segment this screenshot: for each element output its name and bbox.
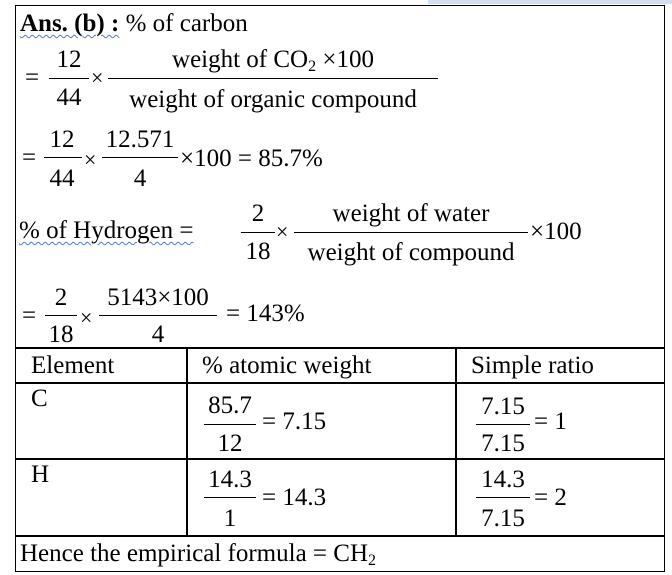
hydrogen-eq2-equals: = <box>22 302 37 329</box>
hydrogen-eq1-times: × <box>276 219 289 244</box>
hydrogen-eq1-den: 18 <box>245 238 271 265</box>
table-row-c-sr-den: 7.15 <box>481 430 525 457</box>
table-row-c-sr-result: = 1 <box>534 408 567 435</box>
carbon-eq1-den2: weight of organic compound <box>129 86 417 113</box>
table-row-c-aw-den: 12 <box>217 430 243 457</box>
table-row-c-element: C <box>31 385 48 412</box>
table-row-h-element: H <box>31 461 50 488</box>
table-row-c-sr-bar <box>476 424 530 425</box>
hydrogen-eq2-frac2-bar <box>99 315 217 316</box>
table-col-divider-1 <box>186 348 188 536</box>
carbon-eq1-den: 44 <box>56 84 82 111</box>
table-header-element: Element <box>31 352 115 379</box>
table-row-h-sr-result: = 2 <box>534 484 567 511</box>
hydrogen-eq1-den2: weight of compound <box>307 239 515 266</box>
carbon-eq2-num: 12 <box>49 126 75 153</box>
hydrogen-label: % of Hydrogen = <box>19 217 194 244</box>
table-row-divider <box>15 458 665 460</box>
hydrogen-eq2-den: 18 <box>48 321 74 348</box>
carbon-eq1-num: 12 <box>56 46 82 73</box>
table-row-h-sr-num: 14.3 <box>481 466 525 493</box>
hydrogen-eq2-result: = 143% <box>226 300 305 327</box>
carbon-eq1-frac2-bar <box>108 78 438 79</box>
carbon-eq1-equals: = <box>25 64 40 91</box>
table-row-c-aw-num: 85.7 <box>208 392 252 419</box>
carbon-eq2-den2: 4 <box>133 165 147 192</box>
carbon-eq2-equals: = <box>22 144 37 171</box>
table-row-c-sr-num: 7.15 <box>481 393 525 420</box>
carbon-eq2-frac2-bar <box>102 157 178 158</box>
table-row-h-sr-bar <box>476 497 530 498</box>
hydrogen-eq1-frac1-bar <box>241 232 275 233</box>
hydrogen-eq2-times: × <box>80 305 93 330</box>
hydrogen-eq1-frac2-bar <box>294 232 528 233</box>
top-accent-bar <box>428 0 672 4</box>
hydrogen-eq2-num2: 5143×100 <box>107 284 209 311</box>
table-header-atomic-weight: % atomic weight <box>202 352 372 379</box>
answer-topic: % of carbon <box>125 10 248 37</box>
table-header-divider <box>15 382 665 384</box>
table-col-divider-2 <box>455 348 457 536</box>
hydrogen-eq1-num2: weight of water <box>332 200 490 227</box>
answer-heading <box>20 10 248 38</box>
carbon-eq2-result: ×100 = 85.7% <box>180 145 323 172</box>
table-header-simple-ratio: Simple ratio <box>471 352 594 379</box>
carbon-eq2-num2: 12.571 <box>105 126 175 153</box>
table-row-c-aw-result: = 7.15 <box>262 408 327 435</box>
carbon-eq2-den: 44 <box>49 165 75 192</box>
carbon-eq2-frac1-bar <box>44 157 82 158</box>
hydrogen-eq1-num: 2 <box>251 200 265 227</box>
hydrogen-eq2-frac1-bar <box>45 315 77 316</box>
hydrogen-eq1-tail: ×100 <box>530 218 582 245</box>
hydrogen-eq2-num: 2 <box>54 284 68 311</box>
carbon-eq1-num2: weight of $CO_2 \times 100$ <box>172 46 374 75</box>
conclusion-text: Hence the empirical formula = $CH_2$ <box>20 540 376 569</box>
table-row-h-aw-bar <box>204 497 256 498</box>
table-row-c-aw-bar <box>204 424 256 425</box>
carbon-eq2-times: × <box>84 147 97 172</box>
table-row-h-aw-num: 14.3 <box>208 466 252 493</box>
answer-label: Ans. (b) : <box>20 10 120 37</box>
carbon-eq1-frac1-bar <box>49 78 89 79</box>
hydrogen-eq2-den2: 4 <box>151 321 165 348</box>
carbon-eq1-times: × <box>91 65 104 90</box>
table-row-h-sr-den: 7.15 <box>481 505 525 532</box>
table-row-h-aw-result: = 14.3 <box>262 484 327 511</box>
table-row-h-aw-den: 1 <box>223 505 237 532</box>
